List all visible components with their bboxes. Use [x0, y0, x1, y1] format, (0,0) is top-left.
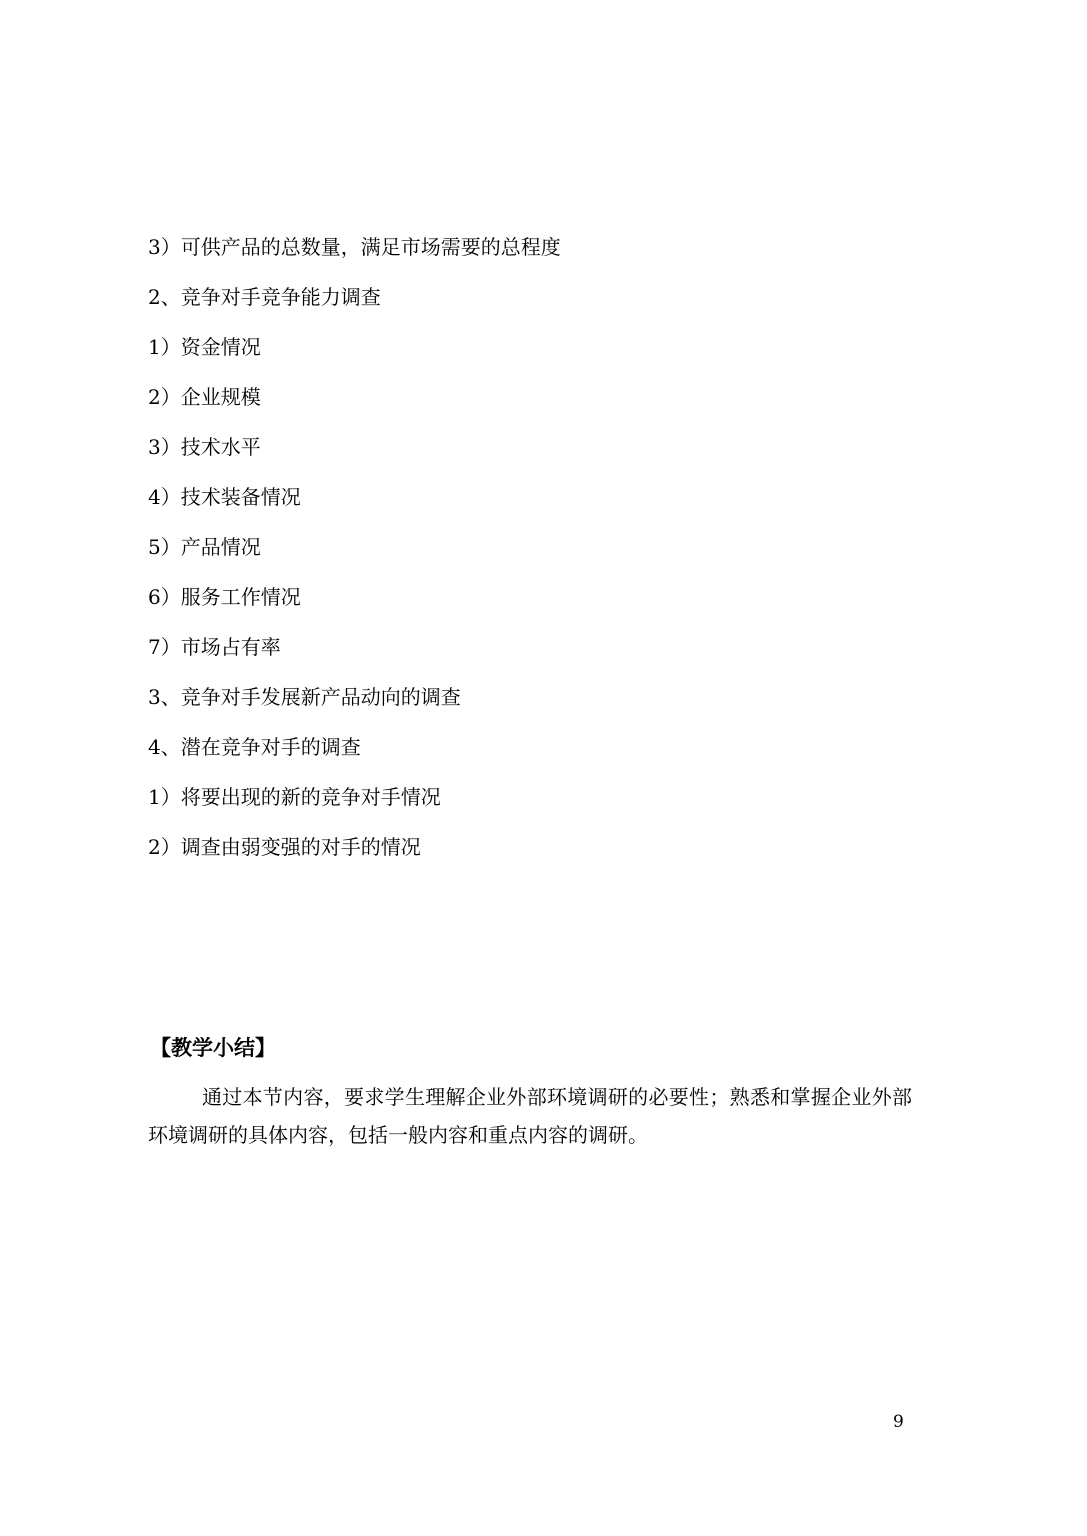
- summary-paragraph: 通过本节内容，要求学生理解企业外部环境调研的必要性；熟悉和掌握企业外部环境调研的具体内容，包括一般内容和重点内容的调研。: [148, 1085, 912, 1147]
- outline-item: 7）市场占有率: [148, 635, 281, 659]
- outline-item: 3）技术水平: [148, 435, 261, 459]
- outline-item: 4）技术装备情况: [148, 485, 301, 509]
- outline-item: 6）服务工作情况: [148, 585, 301, 609]
- outline-item: 2、竞争对手竞争能力调查: [148, 285, 381, 309]
- outline-item: 1）资金情况: [148, 335, 261, 359]
- outline-item: 3）可供产品的总数量，满足市场需要的总程度: [148, 235, 561, 259]
- outline-item: 2）企业规模: [148, 385, 261, 409]
- outline-item: 5）产品情况: [148, 535, 261, 559]
- summary-heading: 【教学小结】: [150, 1036, 276, 1060]
- outline-item: 3、竞争对手发展新产品动向的调查: [148, 685, 461, 709]
- outline-item: 2）调查由弱变强的对手的情况: [148, 835, 421, 859]
- page-number: 9: [893, 1412, 904, 1432]
- outline-list: [148, 229, 561, 879]
- outline-item: 4、潜在竞争对手的调查: [148, 735, 361, 759]
- outline-item: 1）将要出现的新的竞争对手情况: [148, 785, 441, 809]
